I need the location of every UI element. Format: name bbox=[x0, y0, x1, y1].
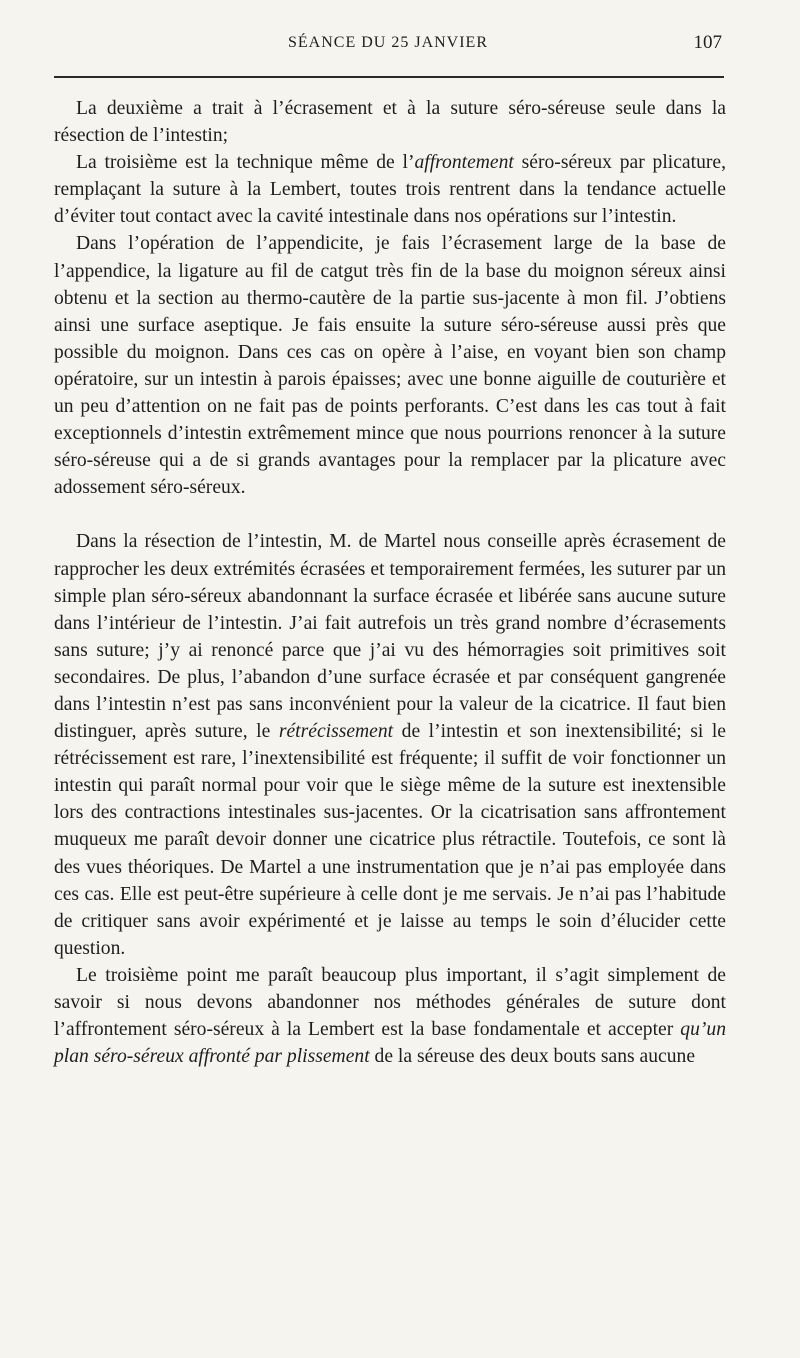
running-head bbox=[54, 34, 722, 60]
italic-text-run: affrontement bbox=[414, 152, 514, 174]
body-text bbox=[54, 95, 726, 1070]
running-head-title: SÉANCE DU 25 JANVIER bbox=[288, 34, 488, 51]
paragraph bbox=[54, 95, 726, 149]
text-run: La deuxième a trait à l’écrasement et à la suture séro-séreuse seule dans la résection de l’intestin; bbox=[54, 98, 726, 147]
text-run: de l’intestin et son inextensibilité; si le rétrécissement est rare, l’inextensibilité est fréquente; il suffit de voir fonctionner un intestin qui paraît normal pour voir que le siège même de la suture est inextensible lors des contractions intestinales sus-jacentes. Or la cicatrisation sans affrontement muqueux me paraît devoir donner une cicatrice plus rétractile. Toutefois, ce sont là des vues théoriques. De Martel a une instrumentation que je n’ai pas employée dans ces cas. Elle est peut-être supérieure à celle dont je me servais. Je n’ai pas l’habitude de critiquer sans avoir expérimenté et je laisse au temps le soin d’élucider cette question. bbox=[54, 721, 726, 959]
paragraph bbox=[54, 962, 726, 1070]
italic-text-run: rétrécissement bbox=[278, 721, 394, 743]
text-run: de la séreuse des deux bouts sans aucune bbox=[369, 1046, 696, 1068]
text-run: Dans la résection de l’intestin, M. de Martel nous conseille après écrasement de rapprocher les deux extrémités écrasées et temporairement fermées, les suturer par un simple plan séro-séreux abandonnant la surface écrasée et libérée sans aucune suture dans l’intérieur de l’intestin. J’ai fait autrefois un très grand nombre d’écrasements sans suture; j’y ai renoncé parce que j’ai vu des hémorragies soit primitives soit secondaires. De plus, l’abandon d’une surface écrasée et par conséquent gangrenée dans l’intestin n’est pas sans inconvénient pour la valeur de la cicatrice. Il faut bien distinguer, après suture, le bbox=[54, 531, 726, 743]
text-run: Le troisième point me paraît beaucoup plus important, il s’agit simplement de savoir si nous devons abandonner nos méthodes générales de suture dont l’affrontement séro-séreux à la Lembert est la base fondamentale et accepter bbox=[54, 964, 726, 1041]
text-run: séro-séreux par plicature, remplaçant la suture à la Lembert, toutes trois rentrent dans la tendance actuelle d’éviter tout contact avec la cavité intestinale dans nos opérations sur l’intestin. bbox=[54, 152, 726, 228]
paragraph bbox=[54, 230, 726, 501]
page-number: 107 bbox=[693, 32, 722, 53]
paragraph bbox=[54, 528, 726, 962]
header-rule bbox=[54, 76, 724, 78]
text-run: Dans l’opération de l’appendicite, je fais l’écrasement large de la base de l’appendice, la ligature au fil de catgut très fin de la base du moignon séreux ainsi obtenu et la section au thermo-cautère de la partie sus-jacente à mon fil. J’obtiens ainsi une surface aseptique. Je fais ensuite la suture séro-séreuse aussi près que possible du moignon. Dans ces cas on opère à l’aise, en voyant bien son champ opératoire, sur un intestin à parois épaisses; avec une bonne aiguille de couturière et un peu d’attention on ne fait pas de points perforants. C’est dans les cas tout à fait exceptionnels d’intestin extrêmement mince que nous pourrions renoncer à la suture séro-séreuse qui a de si grands avantages pour la remplacer par la plicature avec adossement séro-séreux. bbox=[54, 233, 726, 499]
italic-text-run: qu’un plan séro-séreux affronté par plissement bbox=[54, 1019, 726, 1068]
paragraph bbox=[54, 149, 726, 230]
text-run: La troisième est la technique même de l’ bbox=[76, 152, 415, 174]
